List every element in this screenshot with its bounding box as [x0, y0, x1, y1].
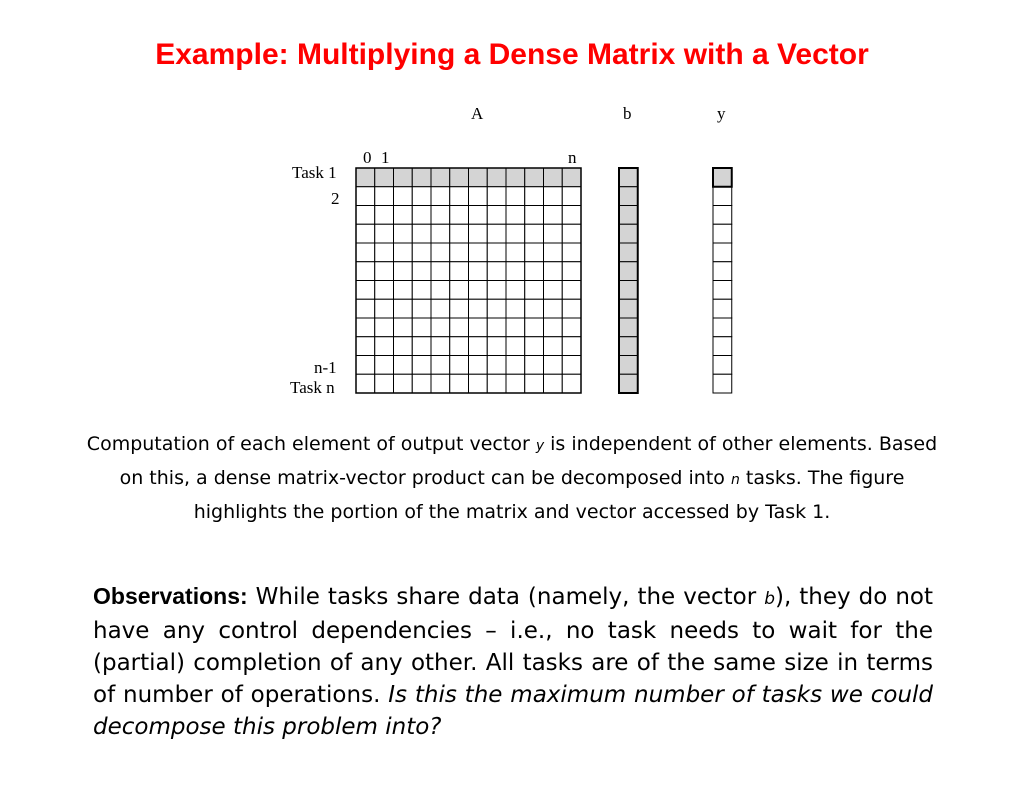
matrix-a-cell	[544, 187, 563, 206]
vector-b-cell	[619, 224, 638, 243]
vector-y-cell	[713, 187, 732, 206]
matrix-a-cell	[431, 299, 450, 318]
matrix-a-cell	[412, 243, 431, 262]
matrix-a-cell	[375, 318, 394, 337]
vector-b-cell	[619, 299, 638, 318]
matrix-a-cell	[487, 356, 506, 375]
matrix-a-cell	[412, 356, 431, 375]
matrix-a-cell	[394, 299, 413, 318]
matrix-a-cell	[412, 262, 431, 281]
matrix-a-cell	[544, 243, 563, 262]
matrix-a-cell	[544, 262, 563, 281]
observations-text-1: While tasks share data (namely, the vector	[255, 584, 757, 610]
matrix-a-cell	[412, 206, 431, 225]
matrix-a-cell	[431, 374, 450, 393]
matrix-a-cell	[394, 187, 413, 206]
matrix-a-cell	[525, 299, 544, 318]
matrix-a-cell	[469, 374, 488, 393]
vector-y-cell	[713, 243, 732, 262]
matrix-a-cell	[450, 356, 469, 375]
matrix-a-cell	[562, 224, 581, 243]
matrix-a	[356, 168, 581, 393]
matrix-a-cell	[412, 299, 431, 318]
matrix-a-cell	[544, 168, 563, 187]
vector-y-cell	[713, 168, 732, 187]
matrix-a-cell	[412, 374, 431, 393]
matrix-a-cell	[544, 337, 563, 356]
matrix-a-cell	[487, 374, 506, 393]
column-n-label: n	[568, 148, 577, 167]
caption-text-3: tasks. The figure highlights the portion of the matrix and vector accessed by Task 1.	[193, 467, 905, 523]
caption-text-2: is independent of other elements. Based on this, a dense matrix-vector product can be decomposed into	[119, 433, 938, 489]
vector-b-label: b	[623, 104, 632, 123]
matrix-a-cell	[487, 224, 506, 243]
matrix-a-cell	[450, 224, 469, 243]
matrix-a-cell	[375, 168, 394, 187]
matrix-a-cell	[375, 374, 394, 393]
caption-var-y: y	[535, 438, 545, 454]
matrix-a-cell	[356, 356, 375, 375]
matrix-a-cell	[394, 243, 413, 262]
vector-y-label: y	[717, 104, 726, 123]
matrix-a-cell	[431, 243, 450, 262]
column-1-label: 1	[381, 148, 390, 167]
matrix-a-cell	[506, 374, 525, 393]
matrix-a-cell	[487, 337, 506, 356]
matrix-a-cell	[544, 299, 563, 318]
matrix-a-cell	[356, 262, 375, 281]
matrix-a-cell	[412, 337, 431, 356]
matrix-a-cell	[469, 356, 488, 375]
matrix-a-cell	[356, 206, 375, 225]
matrix-a-cell	[506, 168, 525, 187]
matrix-a-cell	[506, 318, 525, 337]
matrix-a-cell	[506, 299, 525, 318]
matrix-a-cell	[450, 243, 469, 262]
row-n-minus-1-label: n-1	[314, 358, 337, 377]
row-task-n-label: Task n	[290, 378, 335, 397]
row-2-label: 2	[331, 189, 340, 208]
matrix-a-cell	[562, 356, 581, 375]
matrix-a-cell	[412, 318, 431, 337]
matrix-a-cell	[450, 168, 469, 187]
matrix-a-cell	[375, 337, 394, 356]
vector-y-cell	[713, 356, 732, 375]
matrix-a-cell	[431, 281, 450, 300]
matrix-a-cell	[394, 224, 413, 243]
observations-heading: Observations:	[93, 583, 248, 609]
matrix-a-cell	[562, 299, 581, 318]
vector-y-cell	[713, 318, 732, 337]
matrix-a-cell	[412, 281, 431, 300]
vector-y-cell	[713, 337, 732, 356]
observations-question: Is this the maximum number of tasks we could decompose this problem into?	[93, 682, 934, 740]
matrix-a-cell	[412, 187, 431, 206]
caption-var-n: n	[730, 472, 740, 488]
matrix-a-cell	[450, 281, 469, 300]
matrix-a-cell	[431, 206, 450, 225]
matrix-a-cell	[375, 243, 394, 262]
vector-y-cell	[713, 299, 732, 318]
matrix-a-cell	[525, 187, 544, 206]
matrix-a-cell	[450, 299, 469, 318]
vector-y-cell	[713, 224, 732, 243]
matrix-a-cell	[525, 262, 544, 281]
vector-b-cell	[619, 206, 638, 225]
matrix-a-cell	[562, 337, 581, 356]
vector-b	[619, 168, 638, 393]
matrix-a-cell	[469, 337, 488, 356]
matrix-a-cell	[356, 168, 375, 187]
matrix-a-cell	[394, 168, 413, 187]
matrix-a-cell	[525, 168, 544, 187]
matrix-a-cell	[450, 262, 469, 281]
matrix-a-cell	[487, 206, 506, 225]
matrix-a-cell	[450, 206, 469, 225]
matrix-a-cell	[506, 187, 525, 206]
matrix-a-cell	[356, 224, 375, 243]
matrix-a-cell	[506, 281, 525, 300]
matrix-a-cell	[469, 206, 488, 225]
vector-y	[713, 168, 732, 393]
matrix-a-cell	[487, 243, 506, 262]
matrix-a-cell	[544, 356, 563, 375]
matrix-a-cell	[506, 356, 525, 375]
matrix-a-cell	[356, 299, 375, 318]
matrix-a-cell	[544, 206, 563, 225]
matrix-a-cell	[562, 187, 581, 206]
matrix-a-cell	[487, 187, 506, 206]
matrix-a-cell	[394, 374, 413, 393]
matrix-a-cell	[525, 337, 544, 356]
matrix-a-cell	[469, 243, 488, 262]
matrix-a-cell	[562, 168, 581, 187]
matrix-a-cell	[469, 318, 488, 337]
matrix-a-cell	[450, 187, 469, 206]
figure-caption	[80, 428, 944, 528]
matrix-a-cell	[469, 224, 488, 243]
matrix-a-cell	[394, 356, 413, 375]
vector-b-cell	[619, 337, 638, 356]
matrix-a-cell	[431, 262, 450, 281]
matrix-a-cell	[431, 318, 450, 337]
slide-title: Example: Multiplying a Dense Matrix with a Vector	[155, 38, 869, 71]
vector-b-cell	[619, 281, 638, 300]
matrix-a-cell	[394, 337, 413, 356]
matrix-a-cell	[562, 262, 581, 281]
matrix-a-cell	[525, 243, 544, 262]
vector-y-cell	[713, 206, 732, 225]
matrix-a-cell	[394, 318, 413, 337]
matrix-a-cell	[431, 356, 450, 375]
matrix-a-cell	[450, 374, 469, 393]
matrix-a-label: A	[471, 104, 484, 123]
observations-paragraph	[93, 580, 933, 743]
row-task-1-label: Task 1	[292, 163, 337, 182]
matrix-a-cell	[469, 299, 488, 318]
matrix-a-cell	[375, 206, 394, 225]
matrix-a-cell	[525, 224, 544, 243]
matrix-a-cell	[375, 187, 394, 206]
matrix-a-cell	[469, 262, 488, 281]
matrix-a-cell	[506, 224, 525, 243]
matrix-a-cell	[375, 281, 394, 300]
column-0-label: 0	[363, 148, 372, 167]
matrix-a-cell	[487, 318, 506, 337]
vector-b-cell	[619, 243, 638, 262]
matrix-a-cell	[525, 206, 544, 225]
matrix-a-cell	[487, 299, 506, 318]
vector-y-cell	[713, 374, 732, 393]
matrix-a-cell	[506, 206, 525, 225]
matrix-a-cell	[562, 281, 581, 300]
caption-text-1: Computation of each element of output vector	[86, 433, 530, 455]
matrix-a-cell	[487, 262, 506, 281]
matrix-a-cell	[450, 337, 469, 356]
vector-b-cell	[619, 318, 638, 337]
matrix-a-cell	[356, 187, 375, 206]
vector-b-cell	[619, 356, 638, 375]
matrix-a-cell	[487, 168, 506, 187]
matrix-a-cell	[506, 262, 525, 281]
matrix-a-cell	[562, 374, 581, 393]
matrix-a-cell	[394, 262, 413, 281]
matrix-a-cell	[544, 318, 563, 337]
matrix-a-cell	[412, 168, 431, 187]
vector-b-cell	[619, 374, 638, 393]
matrix-a-cell	[375, 299, 394, 318]
matrix-a-cell	[544, 224, 563, 243]
matrix-a-cell	[525, 281, 544, 300]
matrix-a-cell	[394, 281, 413, 300]
vector-b-cell	[619, 187, 638, 206]
matrix-a-cell	[375, 356, 394, 375]
matrix-a-cell	[431, 168, 450, 187]
matrix-a-cell	[525, 374, 544, 393]
matrix-a-cell	[544, 374, 563, 393]
vector-b-cell	[619, 168, 638, 187]
matrix-a-cell	[356, 243, 375, 262]
matrix-a-cell	[356, 318, 375, 337]
observations-var-b: b	[764, 589, 775, 609]
matrix-a-cell	[450, 318, 469, 337]
matrix-a-cell	[431, 224, 450, 243]
vector-y-cell	[713, 281, 732, 300]
matrix-a-cell	[375, 262, 394, 281]
matrix-a-cell	[506, 243, 525, 262]
matrix-a-cell	[525, 318, 544, 337]
matrix-a-cell	[412, 224, 431, 243]
matrix-a-cell	[469, 281, 488, 300]
matrix-a-cell	[487, 281, 506, 300]
matrix-a-cell	[506, 337, 525, 356]
matrix-a-cell	[562, 206, 581, 225]
matrix-a-cell	[562, 318, 581, 337]
matrix-a-cell	[525, 356, 544, 375]
matrix-a-cell	[431, 187, 450, 206]
matrix-a-cell	[375, 224, 394, 243]
matrix-a-cell	[356, 337, 375, 356]
vector-y-cell	[713, 262, 732, 281]
matrix-a-cell	[469, 187, 488, 206]
matrix-a-cell	[394, 206, 413, 225]
matrix-a-cell	[562, 243, 581, 262]
observations-text-2: ), they do not have any control dependencies – i.e., no task needs to wait for the (partial) completion of any other. All tasks are of the same size in terms of number of operations.	[93, 584, 933, 708]
matrix-a-cell	[469, 168, 488, 187]
matrix-a-cell	[356, 281, 375, 300]
matrix-a-cell	[431, 337, 450, 356]
vector-b-cell	[619, 262, 638, 281]
matrix-a-cell	[356, 374, 375, 393]
matrix-a-cell	[544, 281, 563, 300]
